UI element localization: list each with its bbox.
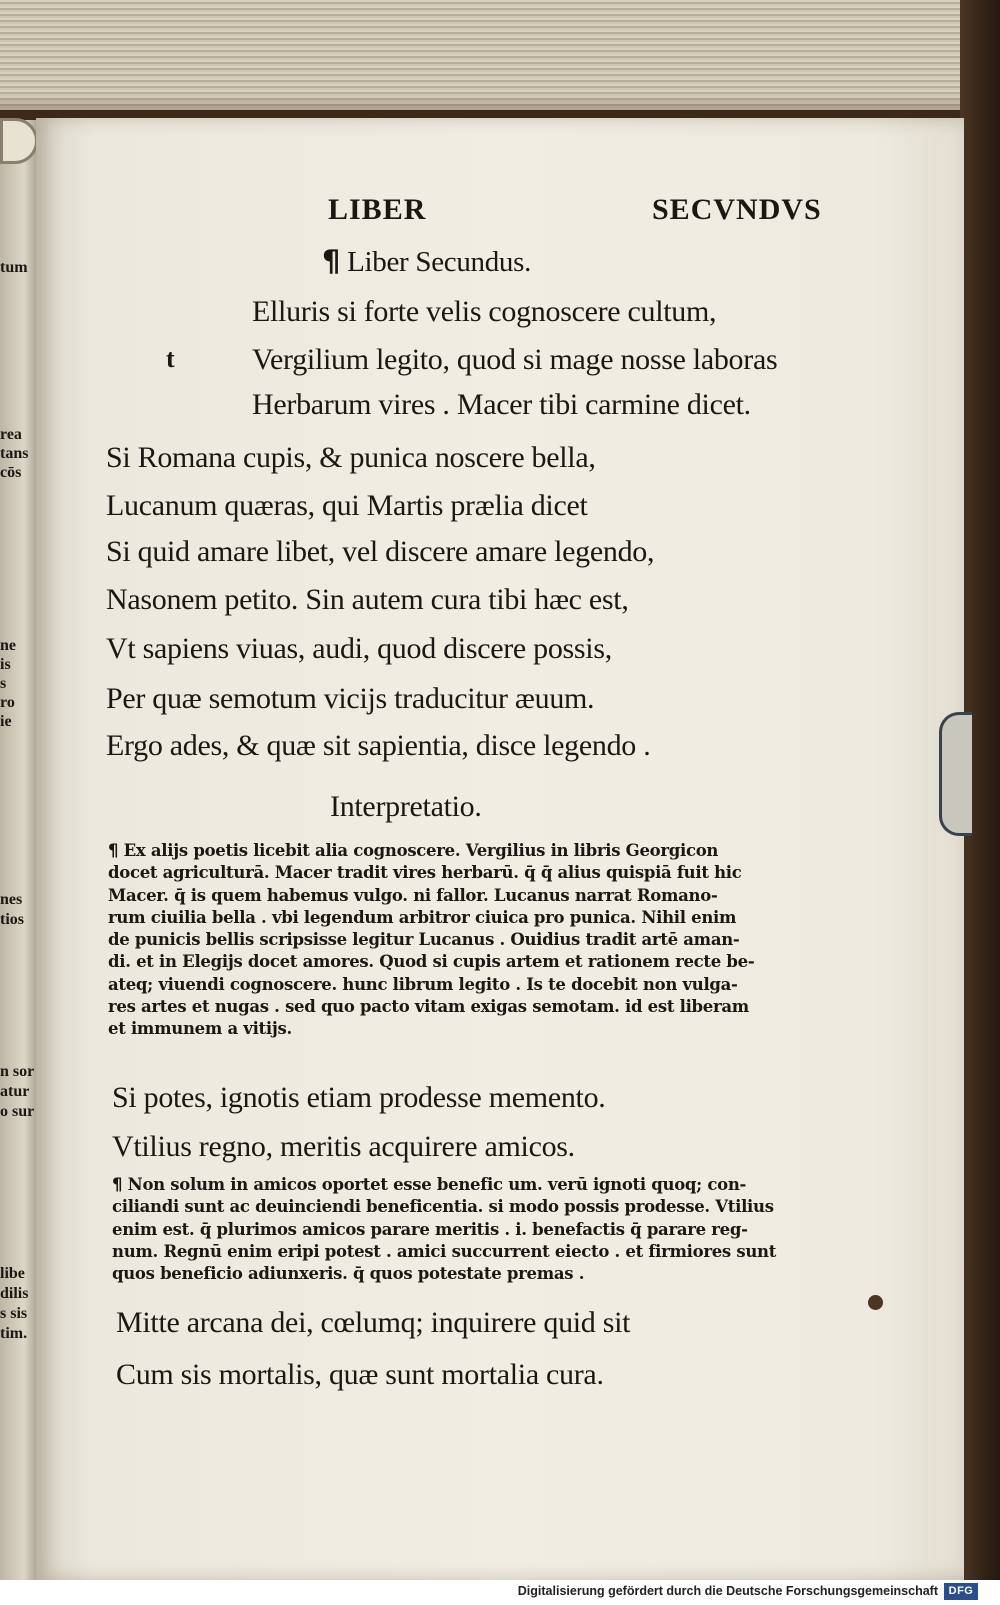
commentary-line: ¶ Non solum in amicos oportet esse benefic um. verū ignoti quoq; con- — [112, 1175, 747, 1194]
verse-line: Elluris si forte velis cognoscere cultum, — [252, 295, 717, 328]
commentary-line: ateq; viuendi cognoscere. hunc librum legito . Is te docebit non vulga- — [108, 974, 738, 994]
commentary-line: di. et in Elegijs docet amores. Quod si cupis artem et rationem recte be- — [108, 952, 755, 972]
verse-line: Lucanum quæras, qui Martis prælia dicet — [106, 489, 588, 522]
initial-marker: t — [166, 344, 175, 373]
verse-line: Ergo ades, & quæ sit sapientia, disce legendo . — [106, 729, 651, 762]
running-header-left: LIBER — [328, 193, 427, 226]
verse-line: Si quid amare libet, vel discere amare legendo, — [106, 535, 655, 568]
margin-fragment: atur — [0, 1083, 30, 1100]
commentary-line: res artes et nugas . sed quo pacto vitam exigas semotam. id est liberam — [108, 997, 749, 1017]
commentary-line: enim est. q̄ plurimos amicos parare meritis . i. benefactis q̄ parare reg- — [112, 1219, 748, 1239]
funding-credit: Digitalisierung gefördert durch die Deutsche Forschungsgemeinschaft — [517, 1584, 938, 1598]
margin-fragment: dilis — [0, 1285, 29, 1302]
margin-fragment: tim. — [0, 1325, 28, 1342]
section-title-text: Liber Secundus. — [347, 246, 532, 278]
running-header-right: SECVNDVS — [652, 193, 822, 226]
commentary-line: ¶ Ex alijs poetis licebit alia cognoscere. Vergilius in libris Georgicon — [108, 841, 719, 860]
verse-line: Si potes, ignotis etiam prodesse memento. — [112, 1081, 606, 1114]
dfg-logo: DFG — [944, 1583, 978, 1600]
margin-fragment: ro — [0, 694, 15, 711]
commentary-line: et immunem a vitijs. — [108, 1019, 292, 1039]
verse-line: Per quæ semotum vicijs traducitur æuum. — [106, 682, 595, 715]
ink-dot — [868, 1295, 883, 1310]
verse-line: Cum sis mortalis, quæ sunt mortalia cura. — [116, 1358, 604, 1391]
margin-fragment: ie — [0, 713, 12, 730]
margin-fragment: n sor — [0, 1063, 35, 1080]
interpretatio-heading: Interpretatio. — [330, 790, 482, 823]
commentary-block — [112, 1174, 847, 1285]
commentary-line: docet agriculturā. Macer tradit vires herbarū. q̄ q̄ alius quispiā fuit hic — [108, 863, 742, 883]
margin-fragment: tios — [0, 911, 24, 928]
commentary-line: Macer. q̄ is quem habemus vulgo. ni fallor. Lucanus narrat Romano- — [108, 885, 718, 905]
verse-line: Vt sapiens viuas, audi, quod discere possis, — [106, 632, 612, 665]
book-page-edges — [0, 0, 1000, 110]
margin-fragment: libe — [0, 1265, 25, 1282]
page-clip-tab — [939, 712, 972, 836]
commentary-block — [108, 840, 843, 1041]
commentary-line: quos beneficio adiunxeris. q̄ quos potestate premas . — [112, 1264, 585, 1284]
margin-fragment: is — [0, 656, 11, 673]
pilcrow-icon: ¶ — [112, 1175, 123, 1194]
margin-fragment: s sis — [0, 1305, 28, 1322]
commentary-line: de punicis bellis scripsisse legitur Lucanus . Ouidius tradit artē aman- — [108, 930, 740, 950]
verse-line: Mitte arcana dei, cœlumq; inquirere quid sit — [116, 1306, 631, 1339]
margin-fragment: ne — [0, 637, 16, 654]
margin-fragment: cōs — [0, 464, 22, 481]
margin-fragment: rea — [0, 426, 22, 443]
verse-line: Vergilium legito, quod si mage nosse laboras — [252, 343, 778, 376]
section-title — [322, 244, 531, 279]
commentary-line: rum ciuilia bella . vbi legendum arbitror ciuica pro punica. Nihil enim — [108, 907, 737, 927]
commentary-line: num. Regnū enim eripi potest . amici succurrent eiecto . et firmiores sunt — [112, 1241, 777, 1261]
pilcrow-icon: ¶ — [322, 244, 341, 278]
margin-fragment: tum — [0, 259, 28, 276]
verse-line: Herbarum vires . Macer tibi carmine dicet. — [252, 388, 751, 421]
margin-fragment: o sur — [0, 1103, 35, 1120]
verse-line: Si Romana cupis, & punica noscere bella, — [106, 441, 596, 474]
verse-line: Vtilius regno, meritis acquirere amicos. — [112, 1130, 575, 1163]
margin-fragment: s — [0, 675, 7, 692]
pilcrow-icon: ¶ — [108, 841, 119, 860]
commentary-line: ciliandi sunt ac deuinciendi beneficentia. si modo possis prodesse. Vtilius — [112, 1197, 774, 1217]
margin-fragment: tans — [0, 445, 29, 462]
verse-line: Nasonem petito. Sin autem cura tibi hæc est, — [106, 583, 629, 616]
margin-fragment: nes — [0, 891, 23, 908]
facing-page — [0, 120, 40, 1580]
